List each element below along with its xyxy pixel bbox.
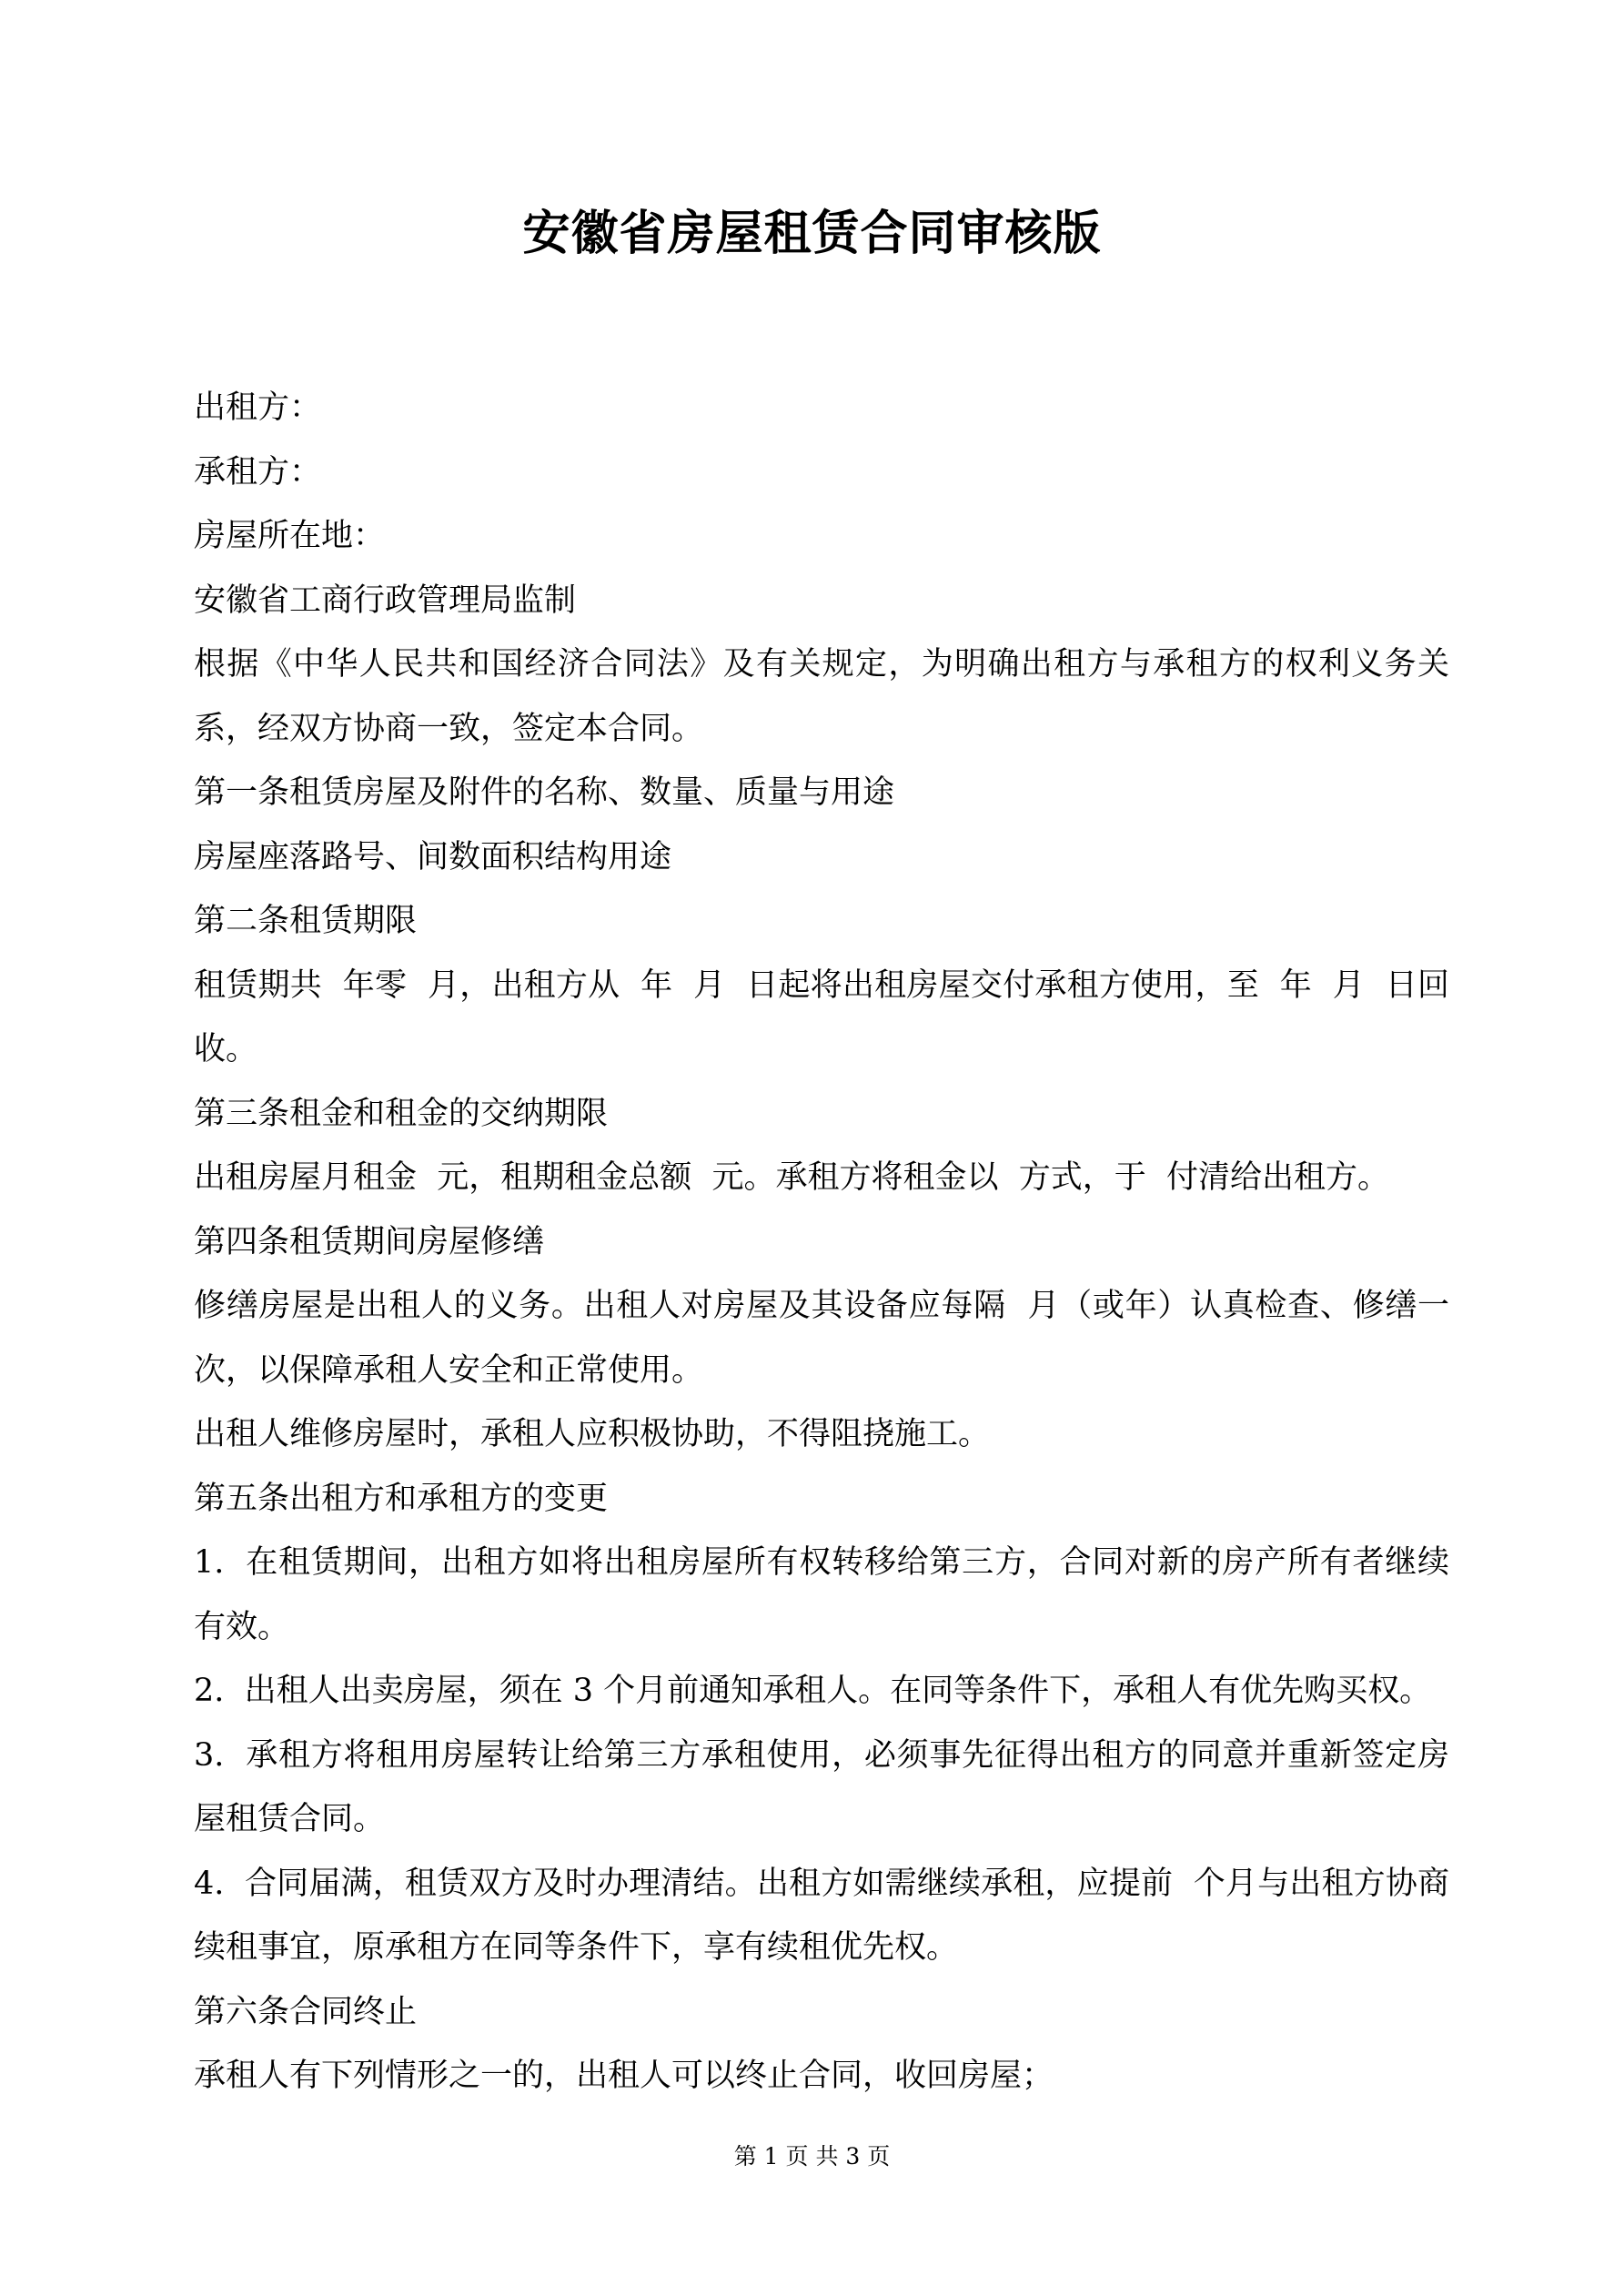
article-5-item-2: 2. 出租人出卖房屋，须在 3 个月前通知承租人。在同等条件下，承租人有优先购买权。 [194, 1673, 1432, 1709]
article-4-heading: 第四条租赁期间房屋修缮 [194, 1223, 545, 1260]
article-4-text-1: 修缮房屋是出租人的义务。出租人对房屋及其设备应每隔 月（或年）认真检查、修缮一次，以保障承租人安全和正常使用。 [194, 1288, 1449, 1389]
article-5-item-1: 1. 在租赁期间，出租方如将出租房屋所有权转移给第三方，合同对新的房产所有者继续有效。 [194, 1544, 1449, 1645]
article-1-heading: 第一条租赁房屋及附件的名称、数量、质量与用途 [194, 774, 895, 811]
paragraph-supervisor: 安徽省工商行政管理局监制 [194, 582, 577, 619]
article-3-heading: 第三条租金和租金的交纳期限 [194, 1095, 609, 1132]
article-5-item-4: 4. 合同届满，租赁双方及时办理清结。出租方如需继续承租，应提前 个月与出租方协商续租事宜，原承租方在同等条件下，享有续租优先权。 [194, 1865, 1449, 1966]
article-6-heading: 第六条合同终止 [194, 1993, 418, 2030]
document-title: 安徽省房屋租赁合同审核版 [522, 206, 1102, 261]
paragraph-preamble: 根据《中华人民共和国经济合同法》及有关规定，为明确出租方与承租方的权利义务关系，经双方协商一致，签定本合同。 [194, 646, 1449, 747]
article-4-text-2: 出租人维修房屋时，承租人应积极协助，不得阻挠施工。 [194, 1416, 991, 1452]
paragraph-lessee: 承租方： [194, 453, 322, 491]
page-footer: 第 1 页 共 3 页 [733, 2143, 891, 2170]
article-2-text: 租赁期共 年零 月，出租方从 年 月 日起将出租房屋交付承租方使用，至 年 月 日回收。 [194, 966, 1449, 1067]
paragraph-location: 房屋所在地： [194, 518, 386, 554]
article-3-text: 出租房屋月租金 元，租期租金总额 元。承租方将租金以 方式，于 付清给出租方。 [194, 1159, 1390, 1196]
document-body [194, 376, 1449, 2109]
article-6-text: 承租人有下列情形之一的，出租人可以终止合同，收回房屋； [194, 2058, 1054, 2094]
article-5-item-3: 3. 承租方将租用房屋转让给第三方承租使用，必须事先征得出租方的同意并重新签定房屋租赁合同。 [194, 1736, 1449, 1837]
paragraph-lessor: 出租方： [194, 389, 322, 426]
article-1-text: 房屋座落路号、间数面积结构用途 [194, 838, 672, 875]
article-2-heading: 第二条租赁期限 [194, 903, 418, 939]
article-5-heading: 第五条出租方和承租方的变更 [194, 1480, 609, 1517]
